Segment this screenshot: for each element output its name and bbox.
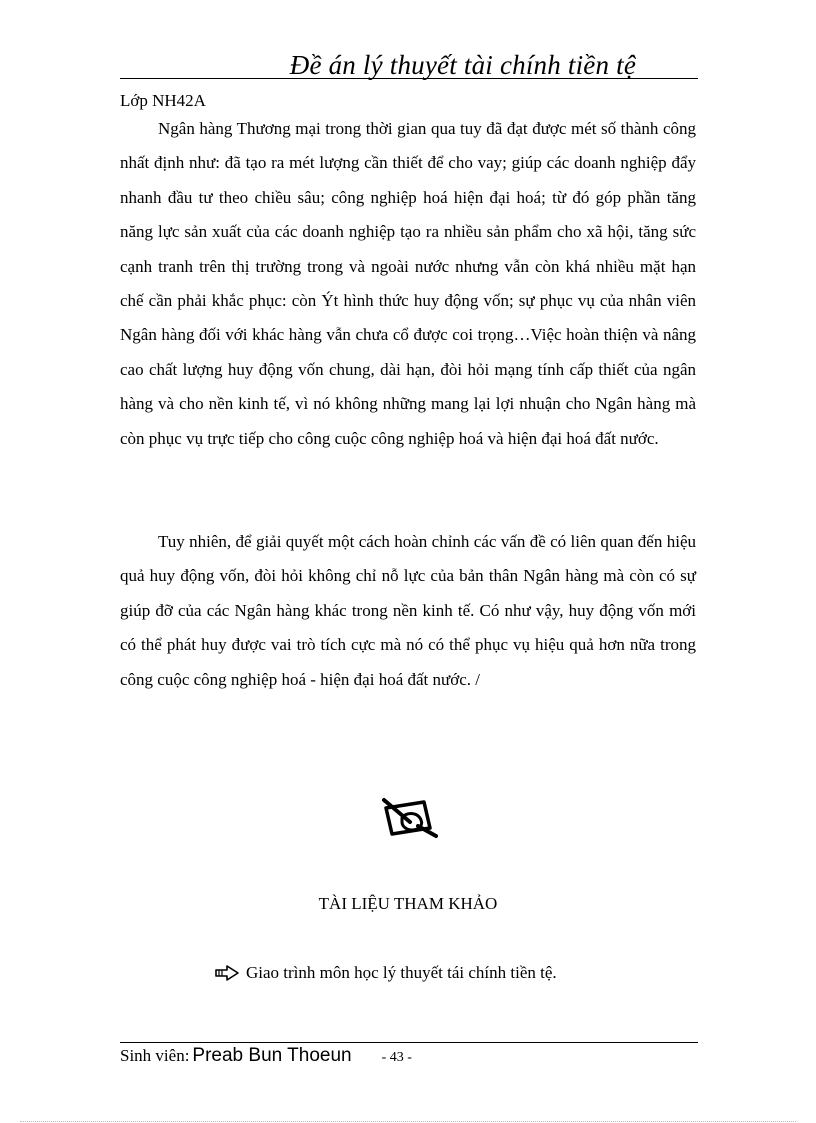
header-divider <box>120 78 698 79</box>
page-number: - 43 - <box>381 1050 412 1065</box>
reference-item-text: Giao trình môn học lý thuyết tái chính tiền tệ. <box>246 963 557 982</box>
student-name: Preab Bun Thoeun <box>192 1045 352 1066</box>
reference-item <box>214 963 557 983</box>
references-heading: TÀI LIỆU THAM KHẢO <box>318 894 498 913</box>
body-paragraph-2: Tuy nhiên, để giải quyết một cách hoàn chỉnh các vấn đề có liên quan đến hiệu quả huy động vốn, đòi hỏi không chỉ nỗ lực của bản thân Ngân hàng mà còn có sự giúp đỡ của các Ngân hàng khác trong nền kinh tế. Có như vậy, huy động vốn mới có thể phát huy được vai trò tích cực mà nó có thể phục vụ hiệu quả hơn nữa trong công cuộc công nghiệp hoá - hiện đại hoá đất nước. / <box>120 532 696 689</box>
class-label: Lớp NH42A <box>120 91 206 110</box>
writing-hand-icon <box>380 796 440 840</box>
page-bottom-border <box>20 1121 796 1122</box>
page-footer <box>120 1045 412 1067</box>
footer-divider <box>120 1042 698 1043</box>
student-label: Sinh viên: <box>120 1046 190 1065</box>
pointing-hand-icon <box>214 963 240 983</box>
body-paragraph-1: Ngân hàng Thương mại trong thời gian qua tuy đã đạt được mét số thành công nhất định như: đã tạo ra mét lượng cần thiết để cho vay; giúp các doanh nghiệp đẩy nhanh đầu tư theo chiều sâu; công nghiệp hoá hiện đại hoá; từ đó góp phần tăng năng lực sản xuất của các doanh nghiệp tạo ra nhiều sản phẩm cho xã hội, tăng sức cạnh tranh trên thị trường trong và ngoài nước nhưng vẫn còn khá nhiều mặt hạn chế cần phải khắc phục: còn Ýt hình thức huy động vốn; sự phục vụ của nhân viên Ngân hàng đối với khác hàng vẫn chưa cổ được coi trọng…Việc hoàn thiện và nâng cao chất lượng huy động vốn chung, dài hạn, đòi hỏi mạng tính cấp thiết của ngân hàng và cho nền kinh tế, vì nó không những mang lại lợi nhuận cho Ngân hàng mà còn phục vụ trực tiếp cho công cuộc công nghiệp hoá và hiện đại hoá đất nước. <box>120 119 696 448</box>
page-header-title: Đề án lý thuyết tài chính tiền tệ <box>289 50 636 80</box>
